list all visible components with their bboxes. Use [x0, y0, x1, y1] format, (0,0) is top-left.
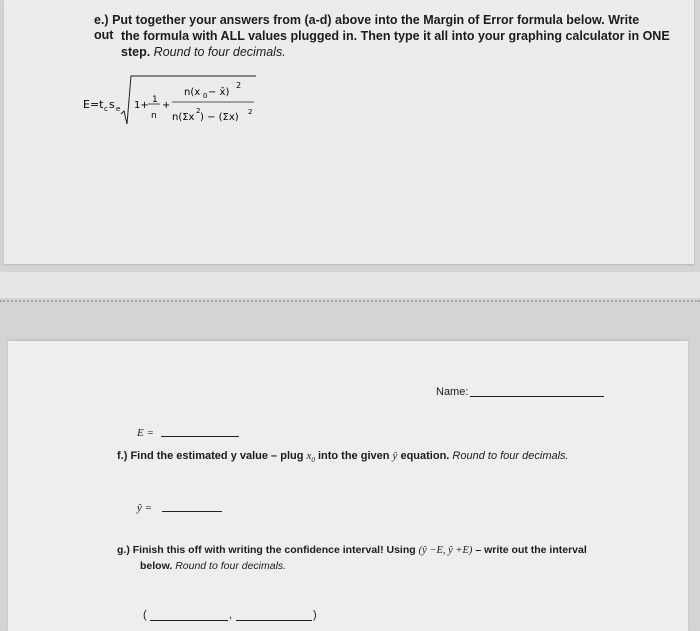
- part-g-line2-row: [140, 559, 286, 574]
- x0-subscript: 0: [311, 456, 315, 465]
- part-f-text-c: equation.: [400, 450, 450, 462]
- part-g-text-b: – write out the interval: [475, 544, 587, 556]
- formula-plus: +: [162, 100, 171, 111]
- part-e-line3-row: [121, 45, 286, 60]
- name-label: Name:: [436, 386, 469, 398]
- formula-num-exp: 2: [236, 81, 242, 90]
- formula-lhs: E=t: [83, 98, 104, 111]
- formula-den-b: ) − (Σx): [200, 112, 239, 123]
- dotted-separator: [0, 300, 700, 302]
- part-e-line2-row: [121, 29, 670, 44]
- yhat-answer-label: ŷ =: [137, 502, 153, 514]
- part-f-x0: [306, 450, 315, 465]
- part-e-line3-bold: step.: [121, 45, 151, 59]
- formula-num-sub: 0: [203, 92, 208, 100]
- formula-t-sub: c: [104, 105, 108, 113]
- part-e-line1: Put together your answers from (a-d) above into the Margin of Error formula below. Write out: [94, 13, 640, 42]
- part-e-line3-italic: Round to four decimals.: [153, 45, 286, 59]
- part-g-text-a: Finish this off with writing the confidence interval! Using: [132, 544, 416, 556]
- formula-num: n(x: [184, 87, 201, 98]
- worksheet-page-bottom: [8, 341, 688, 631]
- formula-frac1-den: n: [151, 111, 157, 121]
- page-gap-strip: [0, 272, 700, 298]
- part-e-line2: the formula with ALL values plugged in. Then type it all into your graphing calculator in ONE: [121, 29, 670, 43]
- part-f-text-a: Find the estimated y value – plug: [130, 450, 304, 462]
- part-f-text-b: into the given: [317, 450, 390, 462]
- interval-close-paren: ): [313, 609, 317, 621]
- interval-comma: ,: [229, 609, 233, 621]
- interval-upper-blank[interactable]: [236, 620, 312, 621]
- part-f-question: [117, 449, 569, 468]
- part-e-label: e.): [94, 13, 109, 27]
- interval-open-paren: (: [143, 609, 147, 621]
- e-answer-label: E =: [137, 427, 154, 439]
- formula-s-sub: e: [116, 105, 121, 113]
- x0-symbol: x: [306, 450, 312, 462]
- interval-lower-blank[interactable]: [150, 620, 228, 621]
- part-f-yhat: ŷ: [392, 450, 398, 462]
- part-g-question: [117, 543, 587, 558]
- formula-den-a: n(Σx: [172, 112, 195, 123]
- formula-s: s: [109, 98, 115, 111]
- formula-num-rest: − x̄): [208, 87, 230, 98]
- part-f-italic: Round to four decimals.: [452, 450, 569, 462]
- e-answer-blank[interactable]: [161, 436, 239, 437]
- part-g-line2-bold: below.: [140, 560, 173, 572]
- part-g-label: g.): [117, 544, 130, 556]
- formula-den-a-exp: 2: [196, 107, 201, 115]
- formula-den-b-exp: 2: [248, 108, 253, 116]
- margin-of-error-formula: [78, 62, 278, 132]
- part-g-line2-italic: Round to four decimals.: [175, 560, 287, 572]
- part-f-label: f.): [117, 450, 128, 462]
- name-blank[interactable]: [470, 396, 604, 397]
- part-g-interval-expr: (ŷ −E, ŷ +E): [418, 545, 473, 556]
- formula-frac1-num: 1: [152, 95, 158, 105]
- formula-one-plus: 1+: [134, 100, 149, 111]
- yhat-answer-blank[interactable]: [162, 511, 222, 512]
